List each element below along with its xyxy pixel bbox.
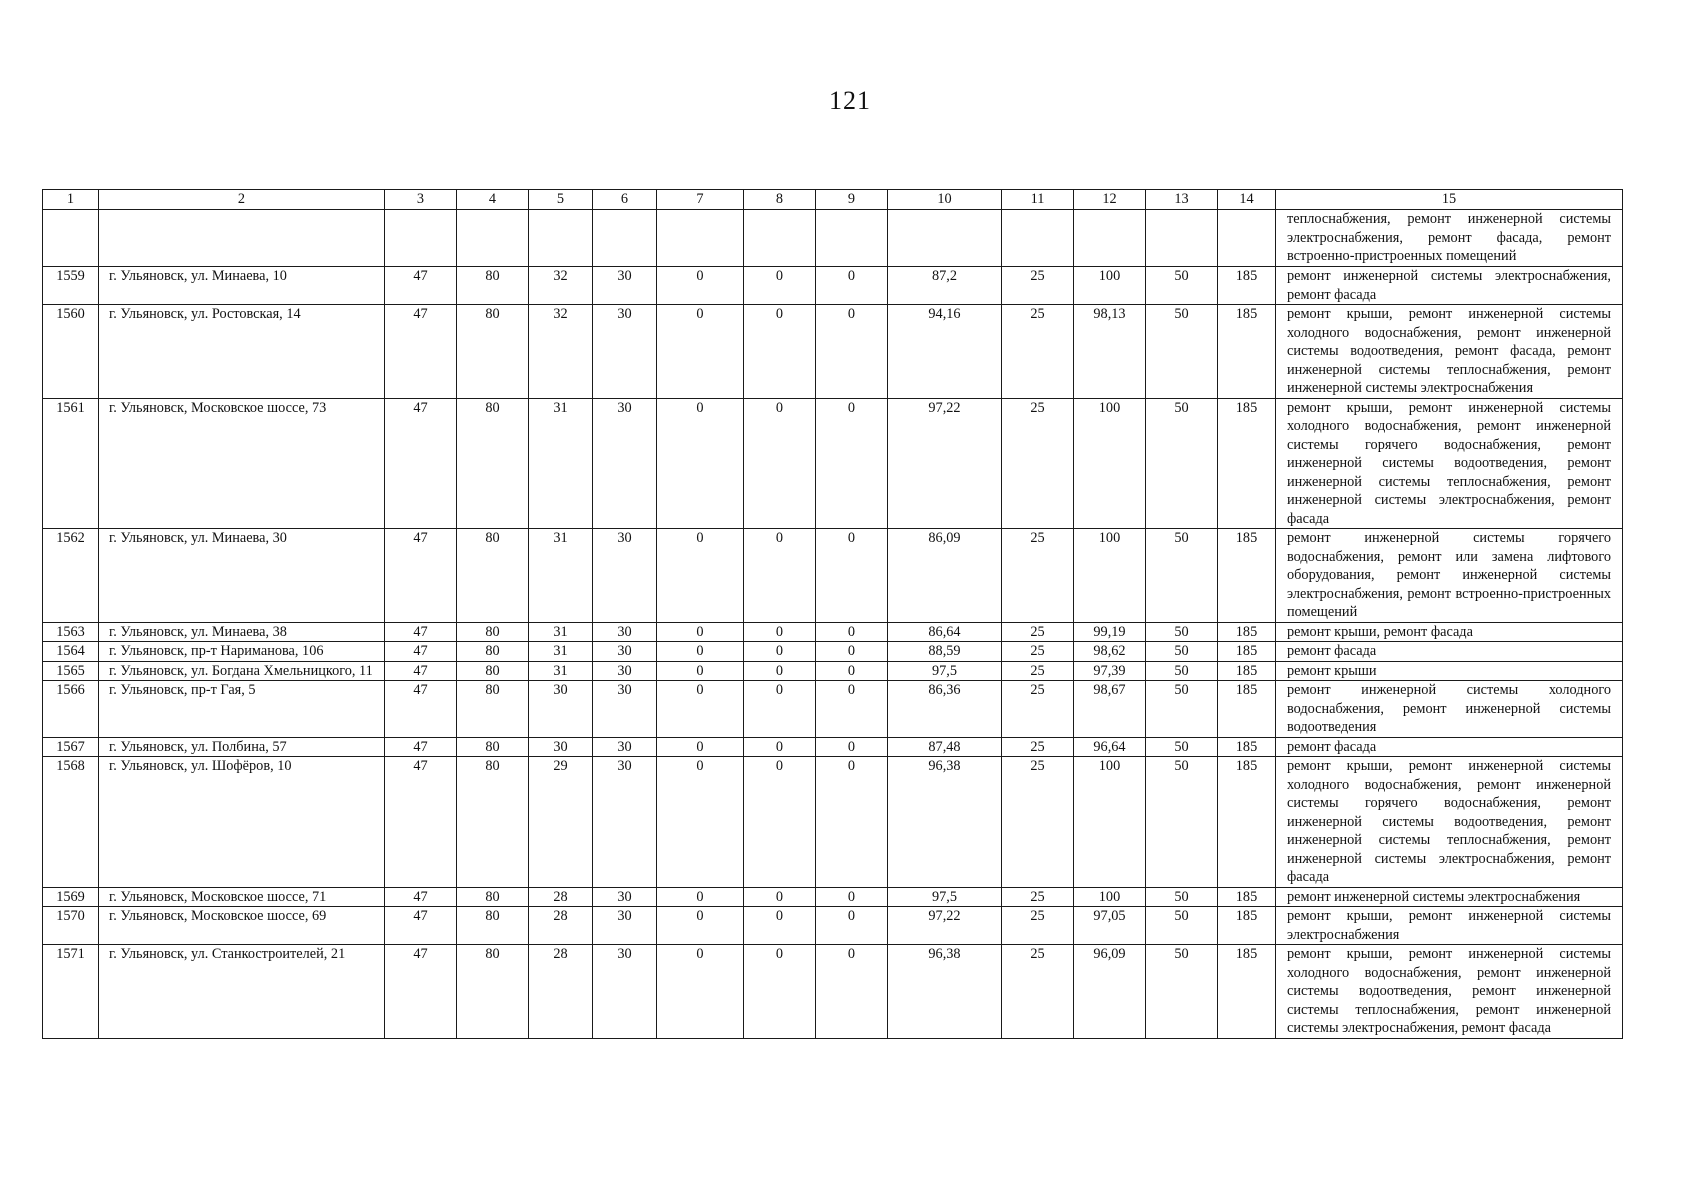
value-cell: 0 [657, 267, 744, 305]
value-cell: 30 [593, 757, 657, 888]
empty-cell [657, 210, 744, 267]
column-header: 5 [529, 190, 593, 210]
value-cell: 96,64 [1074, 737, 1146, 757]
works-cell: ремонт крыши, ремонт фасада [1276, 622, 1623, 642]
works-cell: ремонт фасада [1276, 642, 1623, 662]
value-cell: 47 [385, 529, 457, 623]
value-cell: 0 [816, 907, 888, 945]
value-cell: 50 [1146, 907, 1218, 945]
value-cell: 50 [1146, 737, 1218, 757]
value-cell: 25 [1002, 267, 1074, 305]
value-cell: 50 [1146, 945, 1218, 1039]
value-cell: 30 [593, 529, 657, 623]
row-number-cell: 1560 [43, 305, 99, 399]
address-cell: г. Ульяновск, ул. Полбина, 57 [99, 737, 385, 757]
row-number-cell: 1565 [43, 661, 99, 681]
value-cell: 100 [1074, 267, 1146, 305]
empty-cell [593, 210, 657, 267]
row-number-cell: 1561 [43, 398, 99, 529]
value-cell: 31 [529, 529, 593, 623]
value-cell: 25 [1002, 398, 1074, 529]
value-cell: 80 [457, 681, 529, 738]
table-row [43, 887, 1623, 907]
value-cell: 96,38 [888, 945, 1002, 1039]
value-cell: 0 [816, 642, 888, 662]
table-row [43, 945, 1623, 1039]
value-cell: 0 [744, 267, 816, 305]
value-cell: 97,05 [1074, 907, 1146, 945]
value-cell: 80 [457, 267, 529, 305]
value-cell: 32 [529, 267, 593, 305]
table-row [43, 529, 1623, 623]
value-cell: 30 [593, 737, 657, 757]
value-cell: 0 [657, 737, 744, 757]
empty-cell [529, 210, 593, 267]
value-cell: 50 [1146, 305, 1218, 399]
value-cell: 100 [1074, 529, 1146, 623]
table-row [43, 622, 1623, 642]
value-cell: 0 [657, 642, 744, 662]
value-cell: 31 [529, 661, 593, 681]
value-cell: 50 [1146, 887, 1218, 907]
value-cell: 47 [385, 622, 457, 642]
value-cell: 30 [593, 887, 657, 907]
address-cell: г. Ульяновск, Московское шоссе, 73 [99, 398, 385, 529]
value-cell: 50 [1146, 661, 1218, 681]
address-cell: г. Ульяновск, ул. Ростовская, 14 [99, 305, 385, 399]
value-cell: 0 [816, 267, 888, 305]
empty-cell [43, 210, 99, 267]
column-header: 9 [816, 190, 888, 210]
address-cell: г. Ульяновск, ул. Минаева, 10 [99, 267, 385, 305]
value-cell: 0 [744, 907, 816, 945]
value-cell: 86,09 [888, 529, 1002, 623]
column-header: 3 [385, 190, 457, 210]
works-cell: ремонт крыши, ремонт инженерной системы холодного водоснабжения, ремонт инженерной системы горячего водоснабжения, ремонт инженерной системы водоотведения, ремонт инженерной системы теплоснабжения, ремонт инженерной системы электроснабжения, ремонт фасада [1276, 757, 1623, 888]
value-cell: 0 [744, 945, 816, 1039]
value-cell: 0 [657, 945, 744, 1039]
column-header: 4 [457, 190, 529, 210]
value-cell: 30 [529, 681, 593, 738]
empty-cell [457, 210, 529, 267]
table-row [43, 681, 1623, 738]
row-number-cell: 1564 [43, 642, 99, 662]
value-cell: 25 [1002, 529, 1074, 623]
works-cell: ремонт инженерной системы электроснабжения [1276, 887, 1623, 907]
value-cell: 32 [529, 305, 593, 399]
value-cell: 80 [457, 305, 529, 399]
value-cell: 0 [816, 737, 888, 757]
value-cell: 185 [1218, 642, 1276, 662]
value-cell: 25 [1002, 907, 1074, 945]
value-cell: 98,67 [1074, 681, 1146, 738]
value-cell: 30 [593, 622, 657, 642]
value-cell: 25 [1002, 681, 1074, 738]
empty-cell [1218, 210, 1276, 267]
value-cell: 99,19 [1074, 622, 1146, 642]
value-cell: 47 [385, 661, 457, 681]
value-cell: 0 [816, 305, 888, 399]
address-cell: г. Ульяновск, пр-т Гая, 5 [99, 681, 385, 738]
value-cell: 28 [529, 907, 593, 945]
value-cell: 0 [657, 907, 744, 945]
value-cell: 0 [816, 945, 888, 1039]
value-cell: 30 [593, 642, 657, 662]
value-cell: 47 [385, 681, 457, 738]
column-header: 2 [99, 190, 385, 210]
value-cell: 97,39 [1074, 661, 1146, 681]
column-header: 12 [1074, 190, 1146, 210]
value-cell: 25 [1002, 305, 1074, 399]
empty-cell [744, 210, 816, 267]
value-cell: 25 [1002, 887, 1074, 907]
value-cell: 28 [529, 945, 593, 1039]
value-cell: 100 [1074, 757, 1146, 888]
value-cell: 185 [1218, 887, 1276, 907]
value-cell: 185 [1218, 529, 1276, 623]
row-number-cell: 1571 [43, 945, 99, 1039]
value-cell: 80 [457, 622, 529, 642]
value-cell: 0 [744, 398, 816, 529]
value-cell: 0 [657, 757, 744, 888]
value-cell: 0 [657, 529, 744, 623]
value-cell: 80 [457, 529, 529, 623]
value-cell: 47 [385, 907, 457, 945]
value-cell: 0 [744, 305, 816, 399]
row-number-cell: 1568 [43, 757, 99, 888]
page-number: 121 [829, 86, 871, 115]
value-cell: 0 [816, 661, 888, 681]
value-cell: 80 [457, 661, 529, 681]
value-cell: 30 [529, 737, 593, 757]
works-cell: ремонт инженерной системы горячего водоснабжения, ремонт или замена лифтового оборудования, ремонт инженерной системы электроснабжения, ремонт встроенно-пристроенных помещений [1276, 529, 1623, 623]
value-cell: 0 [816, 887, 888, 907]
value-cell: 25 [1002, 737, 1074, 757]
value-cell: 50 [1146, 622, 1218, 642]
column-header: 1 [43, 190, 99, 210]
value-cell: 185 [1218, 681, 1276, 738]
empty-cell [99, 210, 385, 267]
value-cell: 50 [1146, 757, 1218, 888]
column-number-header-row [43, 190, 1623, 210]
value-cell: 185 [1218, 267, 1276, 305]
value-cell: 0 [657, 887, 744, 907]
table-row [43, 757, 1623, 888]
value-cell: 47 [385, 642, 457, 662]
value-cell: 47 [385, 737, 457, 757]
value-cell: 0 [744, 681, 816, 738]
value-cell: 0 [816, 622, 888, 642]
value-cell: 0 [744, 737, 816, 757]
value-cell: 0 [744, 622, 816, 642]
value-cell: 47 [385, 887, 457, 907]
table-row [43, 398, 1623, 529]
column-header: 10 [888, 190, 1002, 210]
row-number-cell: 1566 [43, 681, 99, 738]
address-cell: г. Ульяновск, пр-т Нариманова, 106 [99, 642, 385, 662]
column-header: 11 [1002, 190, 1074, 210]
value-cell: 88,59 [888, 642, 1002, 662]
table-row [43, 642, 1623, 662]
address-cell: г. Ульяновск, ул. Станкостроителей, 21 [99, 945, 385, 1039]
works-cell: ремонт крыши, ремонт инженерной системы электроснабжения [1276, 907, 1623, 945]
works-cell: ремонт крыши, ремонт инженерной системы холодного водоснабжения, ремонт инженерной системы горячего водоснабжения, ремонт инженерной системы водоотведения, ремонт инженерной системы теплоснабжения, ремонт инженерной системы электроснабжения, ремонт фасада [1276, 398, 1623, 529]
row-number-cell: 1569 [43, 887, 99, 907]
value-cell: 80 [457, 398, 529, 529]
value-cell: 97,5 [888, 887, 1002, 907]
value-cell: 30 [593, 305, 657, 399]
value-cell: 25 [1002, 642, 1074, 662]
value-cell: 47 [385, 945, 457, 1039]
value-cell: 0 [816, 529, 888, 623]
table-row [43, 661, 1623, 681]
value-cell: 30 [593, 681, 657, 738]
table-row [43, 305, 1623, 399]
value-cell: 185 [1218, 398, 1276, 529]
value-cell: 0 [744, 529, 816, 623]
value-cell: 0 [816, 757, 888, 888]
value-cell: 25 [1002, 661, 1074, 681]
value-cell: 0 [657, 305, 744, 399]
value-cell: 30 [593, 945, 657, 1039]
value-cell: 28 [529, 887, 593, 907]
value-cell: 50 [1146, 681, 1218, 738]
value-cell: 47 [385, 398, 457, 529]
value-cell: 80 [457, 907, 529, 945]
value-cell: 96,09 [1074, 945, 1146, 1039]
value-cell: 0 [744, 661, 816, 681]
works-cell: ремонт инженерной системы электроснабжения, ремонт фасада [1276, 267, 1623, 305]
empty-cell [1146, 210, 1218, 267]
row-number-cell: 1570 [43, 907, 99, 945]
value-cell: 30 [593, 398, 657, 529]
value-cell: 96,38 [888, 757, 1002, 888]
table-row [43, 267, 1623, 305]
works-cell: ремонт инженерной системы холодного водоснабжения, ремонт инженерной системы водоотведения [1276, 681, 1623, 738]
address-cell: г. Ульяновск, Московское шоссе, 71 [99, 887, 385, 907]
value-cell: 30 [593, 661, 657, 681]
column-header: 13 [1146, 190, 1218, 210]
value-cell: 0 [657, 622, 744, 642]
value-cell: 185 [1218, 305, 1276, 399]
value-cell: 87,2 [888, 267, 1002, 305]
empty-cell [1074, 210, 1146, 267]
value-cell: 50 [1146, 529, 1218, 623]
value-cell: 50 [1146, 398, 1218, 529]
value-cell: 0 [657, 681, 744, 738]
value-cell: 86,64 [888, 622, 1002, 642]
value-cell: 80 [457, 642, 529, 662]
works-cell: ремонт фасада [1276, 737, 1623, 757]
address-cell: г. Ульяновск, Московское шоссе, 69 [99, 907, 385, 945]
value-cell: 30 [593, 267, 657, 305]
value-cell: 98,62 [1074, 642, 1146, 662]
value-cell: 0 [744, 757, 816, 888]
value-cell: 97,5 [888, 661, 1002, 681]
value-cell: 47 [385, 267, 457, 305]
row-number-cell: 1562 [43, 529, 99, 623]
column-header: 6 [593, 190, 657, 210]
value-cell: 80 [457, 945, 529, 1039]
value-cell: 31 [529, 398, 593, 529]
value-cell: 98,13 [1074, 305, 1146, 399]
value-cell: 86,36 [888, 681, 1002, 738]
value-cell: 50 [1146, 642, 1218, 662]
value-cell: 185 [1218, 661, 1276, 681]
value-cell: 97,22 [888, 398, 1002, 529]
works-cell: теплоснабжения, ремонт инженерной системы электроснабжения, ремонт фасада, ремонт встроенно-пристроенных помещений [1276, 210, 1623, 267]
value-cell: 87,48 [888, 737, 1002, 757]
table-row [43, 907, 1623, 945]
address-cell: г. Ульяновск, ул. Богдана Хмельницкого, 11 [99, 661, 385, 681]
value-cell: 185 [1218, 945, 1276, 1039]
value-cell: 100 [1074, 887, 1146, 907]
empty-cell [385, 210, 457, 267]
column-header: 7 [657, 190, 744, 210]
empty-cell [816, 210, 888, 267]
value-cell: 100 [1074, 398, 1146, 529]
repair-program-table [42, 189, 1623, 1039]
address-cell: г. Ульяновск, ул. Минаева, 38 [99, 622, 385, 642]
address-cell: г. Ульяновск, ул. Минаева, 30 [99, 529, 385, 623]
column-header: 8 [744, 190, 816, 210]
repair-program-table-container [42, 189, 1623, 1039]
column-header: 15 [1276, 190, 1623, 210]
row-number-cell: 1567 [43, 737, 99, 757]
value-cell: 47 [385, 305, 457, 399]
works-cell: ремонт крыши, ремонт инженерной системы холодного водоснабжения, ремонт инженерной системы водоотведения, ремонт фасада, ремонт инженерной системы теплоснабжения, ремонт инженерной системы электроснабжения [1276, 305, 1623, 399]
value-cell: 185 [1218, 757, 1276, 888]
value-cell: 0 [816, 681, 888, 738]
row-number-cell: 1563 [43, 622, 99, 642]
empty-cell [888, 210, 1002, 267]
table-row [43, 737, 1623, 757]
value-cell: 47 [385, 757, 457, 888]
value-cell: 185 [1218, 907, 1276, 945]
empty-cell [1002, 210, 1074, 267]
value-cell: 0 [744, 887, 816, 907]
value-cell: 80 [457, 757, 529, 888]
value-cell: 25 [1002, 622, 1074, 642]
value-cell: 0 [657, 398, 744, 529]
row-number-cell: 1559 [43, 267, 99, 305]
value-cell: 25 [1002, 757, 1074, 888]
value-cell: 30 [593, 907, 657, 945]
value-cell: 80 [457, 887, 529, 907]
works-cell: ремонт крыши, ремонт инженерной системы холодного водоснабжения, ремонт инженерной системы водоотведения, ремонт инженерной системы теплоснабжения, ремонт инженерной системы электроснабжения, ремонт фасада [1276, 945, 1623, 1039]
value-cell: 185 [1218, 622, 1276, 642]
value-cell: 80 [457, 737, 529, 757]
works-cell: ремонт крыши [1276, 661, 1623, 681]
value-cell: 94,16 [888, 305, 1002, 399]
column-header: 14 [1218, 190, 1276, 210]
value-cell: 97,22 [888, 907, 1002, 945]
value-cell: 0 [816, 398, 888, 529]
table-body [43, 210, 1623, 1039]
value-cell: 185 [1218, 737, 1276, 757]
value-cell: 31 [529, 642, 593, 662]
continuation-row [43, 210, 1623, 267]
value-cell: 50 [1146, 267, 1218, 305]
value-cell: 25 [1002, 945, 1074, 1039]
value-cell: 29 [529, 757, 593, 888]
value-cell: 0 [657, 661, 744, 681]
value-cell: 31 [529, 622, 593, 642]
address-cell: г. Ульяновск, ул. Шофёров, 10 [99, 757, 385, 888]
value-cell: 0 [744, 642, 816, 662]
